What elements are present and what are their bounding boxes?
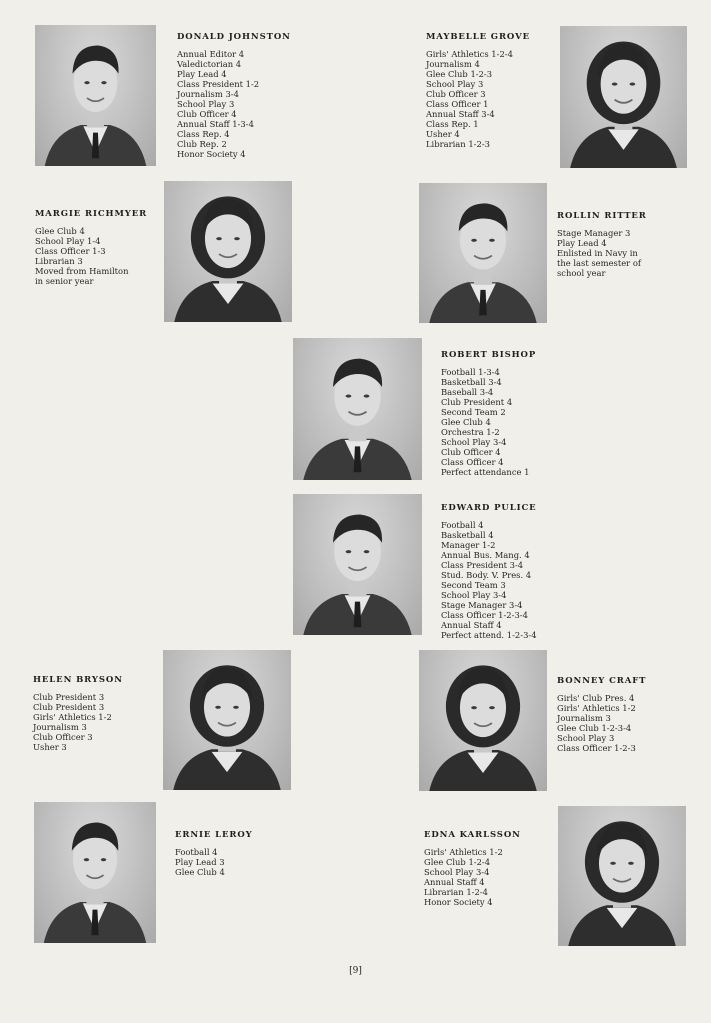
activity-item: Girls' Club Pres. 4 xyxy=(557,693,635,703)
activity-item: Stud. Body. V. Pres. 4 xyxy=(441,570,532,580)
activity-item: School Play 3-4 xyxy=(424,867,490,877)
student-name: EDWARD PULICE xyxy=(441,503,537,513)
activity-item: School Play 3-4 xyxy=(441,590,507,600)
activity-item: Stage Manager 3 xyxy=(557,228,631,238)
activity-item: Journalism 3-4 xyxy=(177,89,239,99)
activity-list xyxy=(33,692,123,752)
portrait-photo-ernie-leroy xyxy=(34,802,156,943)
activity-item: Journalism 3 xyxy=(33,722,87,732)
activity-item: School Play 3 xyxy=(557,733,615,743)
activity-item: Girls' Athletics 1-2 xyxy=(33,712,112,722)
student-name: BONNEY CRAFT xyxy=(557,676,647,686)
activity-item: Glee Club 1-2-3-4 xyxy=(557,723,632,733)
activity-item: Annual Editor 4 xyxy=(177,49,245,59)
activity-item: Glee Club 1-2-3 xyxy=(426,69,493,79)
activity-item: Librarian 1-2-4 xyxy=(424,887,488,897)
activity-item: Class Officer 1-2-3 xyxy=(557,743,636,753)
activity-list xyxy=(557,693,646,753)
activity-item: in senior year xyxy=(35,276,94,286)
entry-ernie-leroy xyxy=(175,830,253,877)
activity-item: Second Team 2 xyxy=(441,407,506,417)
activity-item: the last semester of xyxy=(557,258,641,268)
activity-item: Basketball 4 xyxy=(441,530,494,540)
activity-item: School Play 3 xyxy=(426,79,484,89)
activity-item: Glee Club 1-2-4 xyxy=(424,857,491,867)
activity-item: Football 4 xyxy=(175,847,218,857)
activity-item: School Play 3-4 xyxy=(441,437,507,447)
activity-list xyxy=(441,520,537,640)
portrait-photo-robert-bishop xyxy=(293,338,422,480)
activity-item: Journalism 3 xyxy=(557,713,611,723)
student-name: MAYBELLE GROVE xyxy=(426,32,530,42)
activity-item: Class Officer 4 xyxy=(441,457,504,467)
activity-item: Class Rep. 4 xyxy=(177,129,230,139)
activity-item: Club Officer 3 xyxy=(426,89,486,99)
activity-list xyxy=(177,49,291,159)
student-name: ROLLIN RITTER xyxy=(557,211,647,221)
activity-item: Librarian 3 xyxy=(35,256,83,266)
activity-item: Usher 3 xyxy=(33,742,67,752)
activity-item: Annual Staff 4 xyxy=(441,620,502,630)
portrait-photo-rollin-ritter xyxy=(419,183,547,323)
activity-item: Annual Staff 3-4 xyxy=(426,109,495,119)
activity-item: School Play 3 xyxy=(177,99,235,109)
activity-item: Class Officer 1-3 xyxy=(35,246,106,256)
activity-item: Annual Staff 1-3-4 xyxy=(177,119,254,129)
entry-margie-richmyer xyxy=(35,209,147,286)
activity-item: Play Lead 4 xyxy=(177,69,227,79)
activity-item: Basketball 3-4 xyxy=(441,377,502,387)
activity-list xyxy=(35,226,147,286)
activity-item: Enlisted in Navy in xyxy=(557,248,638,258)
student-name: MARGIE RICHMYER xyxy=(35,209,148,219)
activity-list xyxy=(441,367,536,477)
activity-item: Annual Bus. Mang. 4 xyxy=(441,550,530,560)
activity-item: Football 4 xyxy=(441,520,484,530)
activity-item: Girls' Athletics 1-2-4 xyxy=(426,49,513,59)
activity-item: Second Team 3 xyxy=(441,580,506,590)
activity-item: Girls' Athletics 1-2 xyxy=(557,703,636,713)
entry-robert-bishop xyxy=(441,350,536,477)
activity-item: Honor Society 4 xyxy=(424,897,493,907)
activity-item: Class Officer 1 xyxy=(426,99,489,109)
entry-edward-pulice xyxy=(441,503,537,640)
activity-list xyxy=(426,49,530,149)
activity-item: Manager 1-2 xyxy=(441,540,496,550)
activity-item: Orchestra 1-2 xyxy=(441,427,500,437)
entry-rollin-ritter xyxy=(557,211,647,278)
activity-item: Journalism 4 xyxy=(426,59,480,69)
activity-item: Annual Staff 4 xyxy=(424,877,485,887)
activity-item: Honor Society 4 xyxy=(177,149,246,159)
entry-bonney-craft xyxy=(557,676,646,753)
activity-item: Club Officer 4 xyxy=(177,109,237,119)
entry-helen-bryson xyxy=(33,675,123,752)
portrait-photo-helen-bryson xyxy=(163,650,291,790)
activity-item: Stage Manager 3-4 xyxy=(441,600,523,610)
entry-donald-johnston xyxy=(177,32,291,159)
entry-maybelle-grove xyxy=(426,32,530,149)
activity-item: Glee Club 4 xyxy=(441,417,491,427)
activity-item: Club Officer 3 xyxy=(33,732,93,742)
activity-item: Baseball 3-4 xyxy=(441,387,494,397)
activity-item: Glee Club 4 xyxy=(35,226,85,236)
activity-item: Club President 3 xyxy=(33,692,105,702)
activity-item: Play Lead 4 xyxy=(557,238,607,248)
activity-item: Class Officer 1-2-3-4 xyxy=(441,610,528,620)
activity-item: school year xyxy=(557,268,606,278)
portrait-photo-margie-richmyer xyxy=(164,181,292,322)
activity-item: Class Rep. 1 xyxy=(426,119,479,129)
activity-item: School Play 1-4 xyxy=(35,236,101,246)
student-name: EDNA KARLSSON xyxy=(424,830,521,840)
page-number: [9] xyxy=(349,966,362,976)
activity-item: Usher 4 xyxy=(426,129,460,139)
activity-item: Moved from Hamilton xyxy=(35,266,129,276)
activity-item: Perfect attendance 1 xyxy=(441,467,530,477)
activity-item: Valedictorian 4 xyxy=(177,59,242,69)
activity-item: Club Officer 4 xyxy=(441,447,501,457)
student-name: DONALD JOHNSTON xyxy=(177,32,291,42)
activity-list xyxy=(424,847,521,907)
activity-item: Girls' Athletics 1-2 xyxy=(424,847,503,857)
activity-item: Club President 3 xyxy=(33,702,105,712)
activity-item: Perfect attend. 1-2-3-4 xyxy=(441,630,537,640)
activity-item: Class President 3-4 xyxy=(441,560,524,570)
student-name: HELEN BRYSON xyxy=(33,675,123,685)
activity-item: Club Rep. 2 xyxy=(177,139,227,149)
activity-item: Play Lead 3 xyxy=(175,857,225,867)
activity-item: Football 1-3-4 xyxy=(441,367,500,377)
activity-item: Librarian 1-2-3 xyxy=(426,139,490,149)
student-name: ROBERT BISHOP xyxy=(441,350,537,360)
portrait-photo-edward-pulice xyxy=(293,494,422,635)
portrait-photo-edna-karlsson xyxy=(558,806,686,946)
entry-edna-karlsson xyxy=(424,830,521,907)
portrait-photo-maybelle-grove xyxy=(560,26,687,168)
portrait-photo-bonney-craft xyxy=(419,650,547,791)
activity-item: Class President 1-2 xyxy=(177,79,260,89)
portrait-photo-donald-johnston xyxy=(35,25,156,166)
student-name: ERNIE LEROY xyxy=(175,830,253,840)
activity-list xyxy=(557,228,647,278)
activity-item: Glee Club 4 xyxy=(175,867,225,877)
activity-item: Club President 4 xyxy=(441,397,513,407)
activity-list xyxy=(175,847,253,877)
